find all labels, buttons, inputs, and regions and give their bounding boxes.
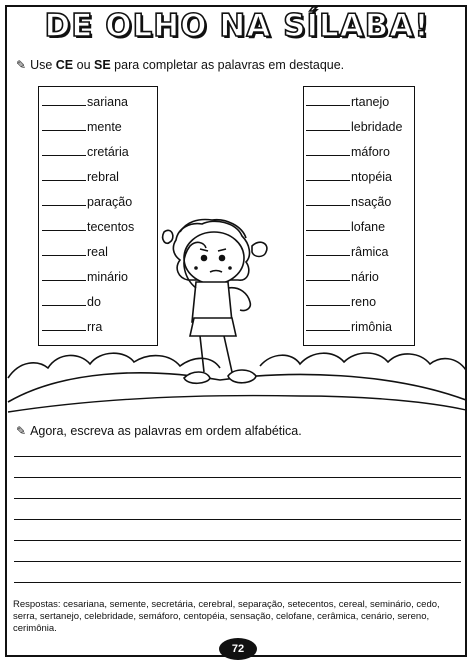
word-fragment: mente bbox=[87, 120, 122, 134]
word-fragment: reno bbox=[351, 295, 377, 309]
writing-line[interactable] bbox=[14, 561, 461, 562]
instruction-alphabetical: ✎ Agora, escreva as palavras em ordem alfabética. bbox=[16, 424, 302, 438]
word-fragment: rimônia bbox=[351, 320, 392, 334]
writing-line[interactable] bbox=[14, 582, 461, 583]
word-fragment: sariana bbox=[87, 95, 128, 109]
answers-text: Respostas: cesariana, semente, secretária, cerebral, separação, setecentos, cereal, seminário, cedo, serra, sertanejo, celebridade, semáforo, centopéia, sensação, celofane, cerâmica, cenário, sereno, cerimônia. bbox=[13, 599, 440, 634]
word-fragment: rra bbox=[87, 320, 103, 334]
word-fragment: nsação bbox=[351, 195, 392, 209]
writing-line[interactable] bbox=[14, 498, 461, 499]
word-fragment: real bbox=[87, 245, 108, 259]
page-title: DE OLHO NA SÍLABA! bbox=[44, 8, 430, 44]
ce-label: CE bbox=[55, 58, 74, 72]
word-fragment: minário bbox=[87, 270, 128, 284]
word-fragment: ntopéia bbox=[351, 170, 393, 184]
pencil-icon: ✎ bbox=[16, 424, 27, 438]
writing-line[interactable] bbox=[14, 477, 461, 478]
page-number: 72 bbox=[219, 638, 257, 660]
writing-line[interactable] bbox=[14, 519, 461, 520]
word-fragment: nário bbox=[351, 270, 379, 284]
word-fragment: cretária bbox=[87, 145, 129, 159]
word-fragment: râmica bbox=[351, 245, 389, 259]
pencil-icon: ✎ bbox=[16, 58, 27, 72]
word-fragment: do bbox=[87, 295, 101, 309]
instruction-complete: ✎ Use CE ou SE para completar as palavras em destaque. bbox=[16, 58, 345, 72]
word-fragment: rebral bbox=[87, 170, 119, 184]
word-fragment: máforo bbox=[351, 145, 390, 159]
word-fragment: tecentos bbox=[87, 220, 135, 234]
writing-line[interactable] bbox=[14, 540, 461, 541]
se-label: SE bbox=[94, 58, 111, 72]
girl-illustration bbox=[163, 220, 267, 384]
word-fragment: rtanejo bbox=[351, 95, 390, 109]
word-fragment: paração bbox=[87, 195, 133, 209]
word-fragment: lebridade bbox=[351, 120, 403, 134]
writing-line[interactable] bbox=[14, 456, 461, 457]
word-fragment: lofane bbox=[351, 220, 386, 234]
